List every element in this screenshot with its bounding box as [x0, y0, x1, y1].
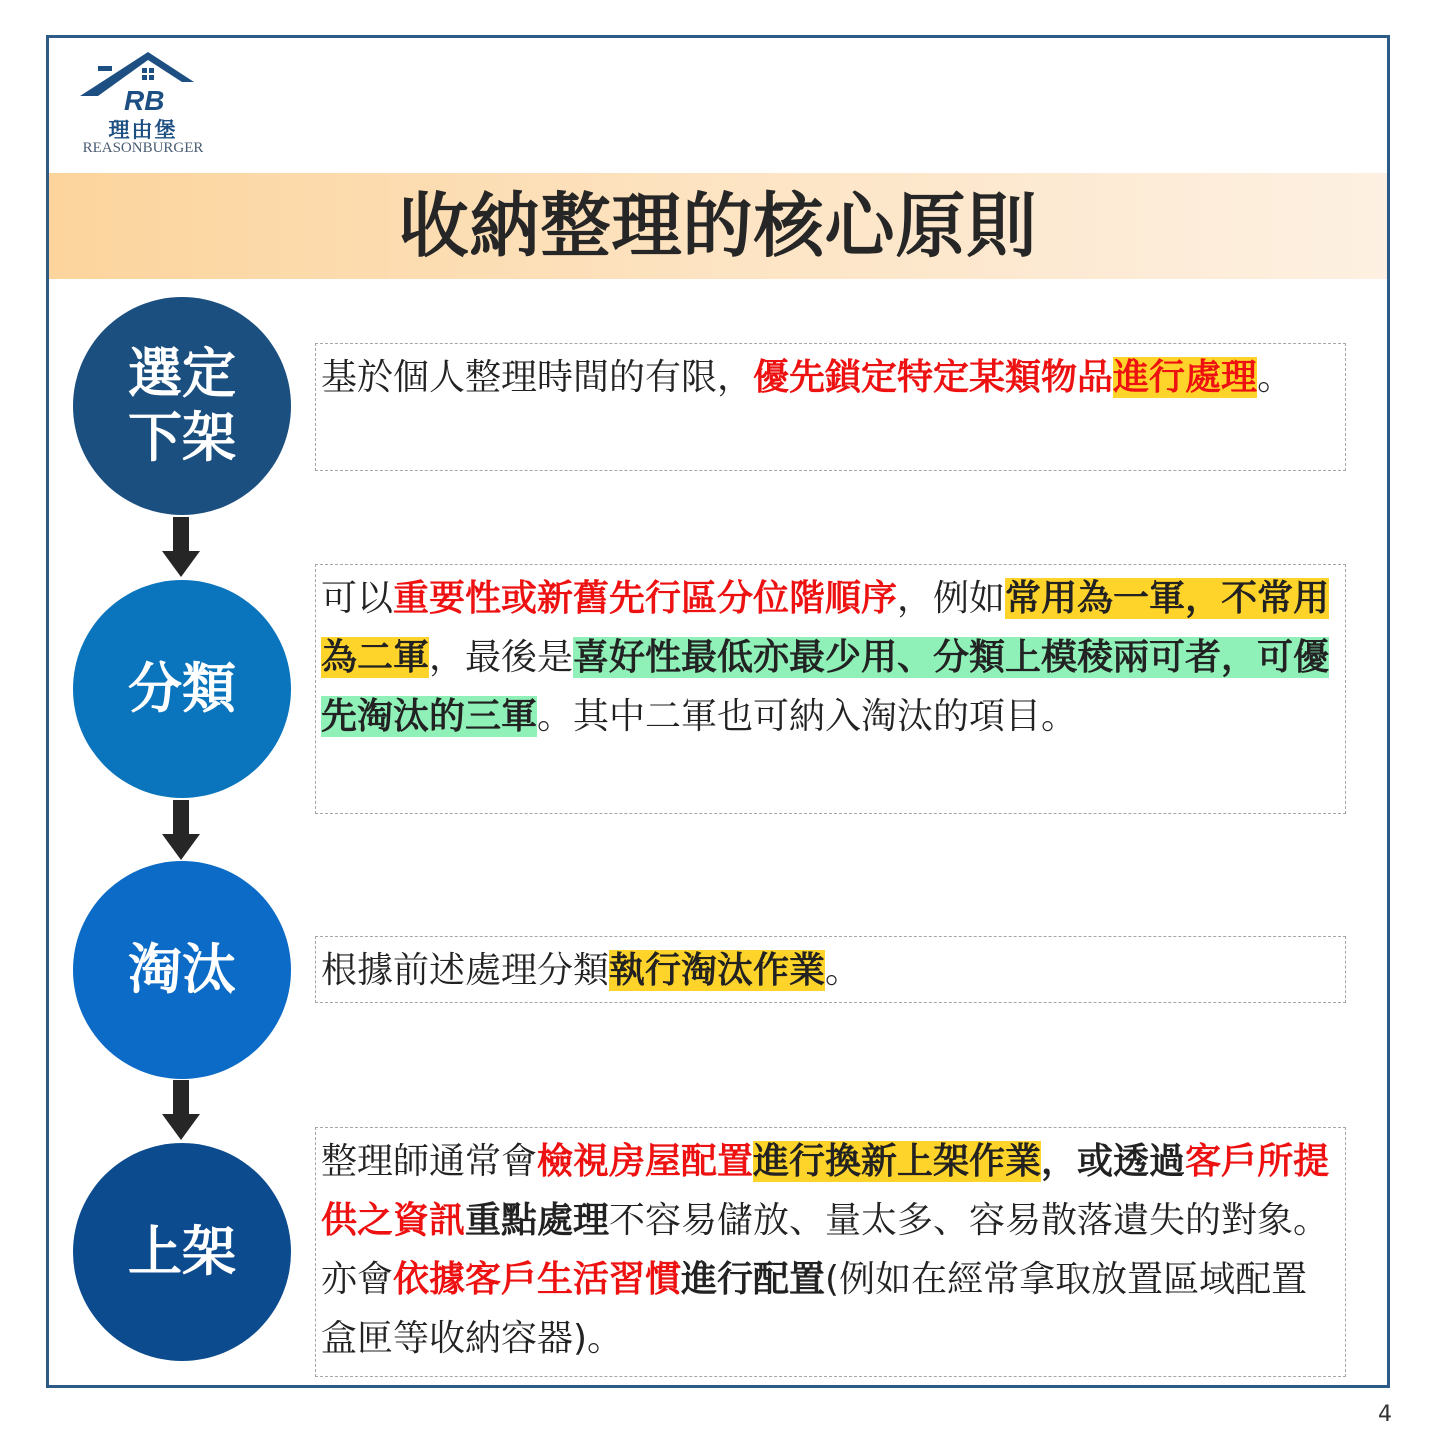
red-emphasis-text: 優先鎖定特定某類物品: [753, 357, 1114, 398]
step-circle-shelve: [73, 1143, 291, 1361]
step-label: 上架: [128, 1220, 236, 1283]
red-emphasis-text: 客戶所提供之資訊: [321, 1141, 1330, 1241]
text-segment: 。: [1257, 357, 1294, 398]
highlighted-text: ，不常用為二軍: [321, 578, 1330, 678]
arrow-down-icon: [162, 1080, 200, 1140]
step-circle-classify: [73, 580, 291, 798]
page-number: 4: [1378, 1402, 1392, 1427]
step-circle-eliminate: [73, 861, 291, 1079]
highlighted-text: 進行換新上架作業: [753, 1141, 1042, 1182]
step-label: 選定: [128, 342, 236, 405]
logo-english-name: REASONBURGER: [82, 140, 204, 156]
house-logo-icon: [72, 48, 214, 114]
step-description-select-remove: [315, 343, 1346, 471]
logo: [68, 48, 218, 166]
logo-chinese-name: 理由堡: [108, 117, 178, 142]
highlighted-text: 處理: [1185, 357, 1258, 398]
red-emphasis-text: 檢視房屋配置: [537, 1141, 754, 1182]
text-segment: 不容易儲放、量太多、容易散落遺失的對象。亦會: [321, 1200, 1330, 1300]
red-emphasis-text: 重要性或新舊先行區分位階順序: [393, 578, 898, 619]
arrow-down-icon: [162, 800, 200, 860]
text-segment: 根據前述處理分類: [321, 950, 610, 991]
step-label: 下架: [128, 406, 236, 469]
text-segment: 基於個人整理時間的有限，: [321, 357, 754, 398]
svg-text:RB: RB: [124, 85, 165, 114]
page-title: 收納整理的核心原則: [398, 185, 1038, 267]
text-segment: ，例如: [897, 578, 1006, 619]
text-segment: 。其中二軍也可納入淘汰的項目。: [537, 696, 1078, 737]
bold-text: 重點處理: [465, 1200, 610, 1241]
arrow-down-icon: [162, 517, 200, 577]
step-description-classify: [315, 564, 1346, 814]
title-band: [49, 173, 1387, 279]
text-segment: ，最後是: [429, 637, 574, 678]
highlighted-text: 常用為一軍: [1005, 578, 1186, 619]
text-segment: (例如在經常拿取放置區域配置盒匣等收納容器)。: [321, 1259, 1308, 1359]
text-segment: 整理師通常會: [321, 1141, 538, 1182]
step-description-shelve: [315, 1127, 1346, 1377]
highlighted-text: 進行: [1113, 357, 1186, 398]
red-emphasis-text: 依據客戶生活習慣: [393, 1259, 682, 1300]
bold-text: ，或透過: [1041, 1141, 1186, 1182]
highlighted-text: 執行淘汰作業: [609, 950, 826, 991]
step-description-eliminate: [315, 936, 1346, 1003]
bold-text: 進行配置: [681, 1259, 826, 1300]
green-highlighted-text: 喜好性最低亦最少用、分類上模稜兩可者，可優先淘汰的三軍: [321, 637, 1330, 737]
step-label: 分類: [128, 657, 236, 720]
step-circle-select-remove: [73, 297, 291, 515]
text-segment: 。: [825, 950, 862, 991]
text-segment: 可以: [321, 578, 394, 619]
step-label: 淘汰: [128, 938, 236, 1001]
